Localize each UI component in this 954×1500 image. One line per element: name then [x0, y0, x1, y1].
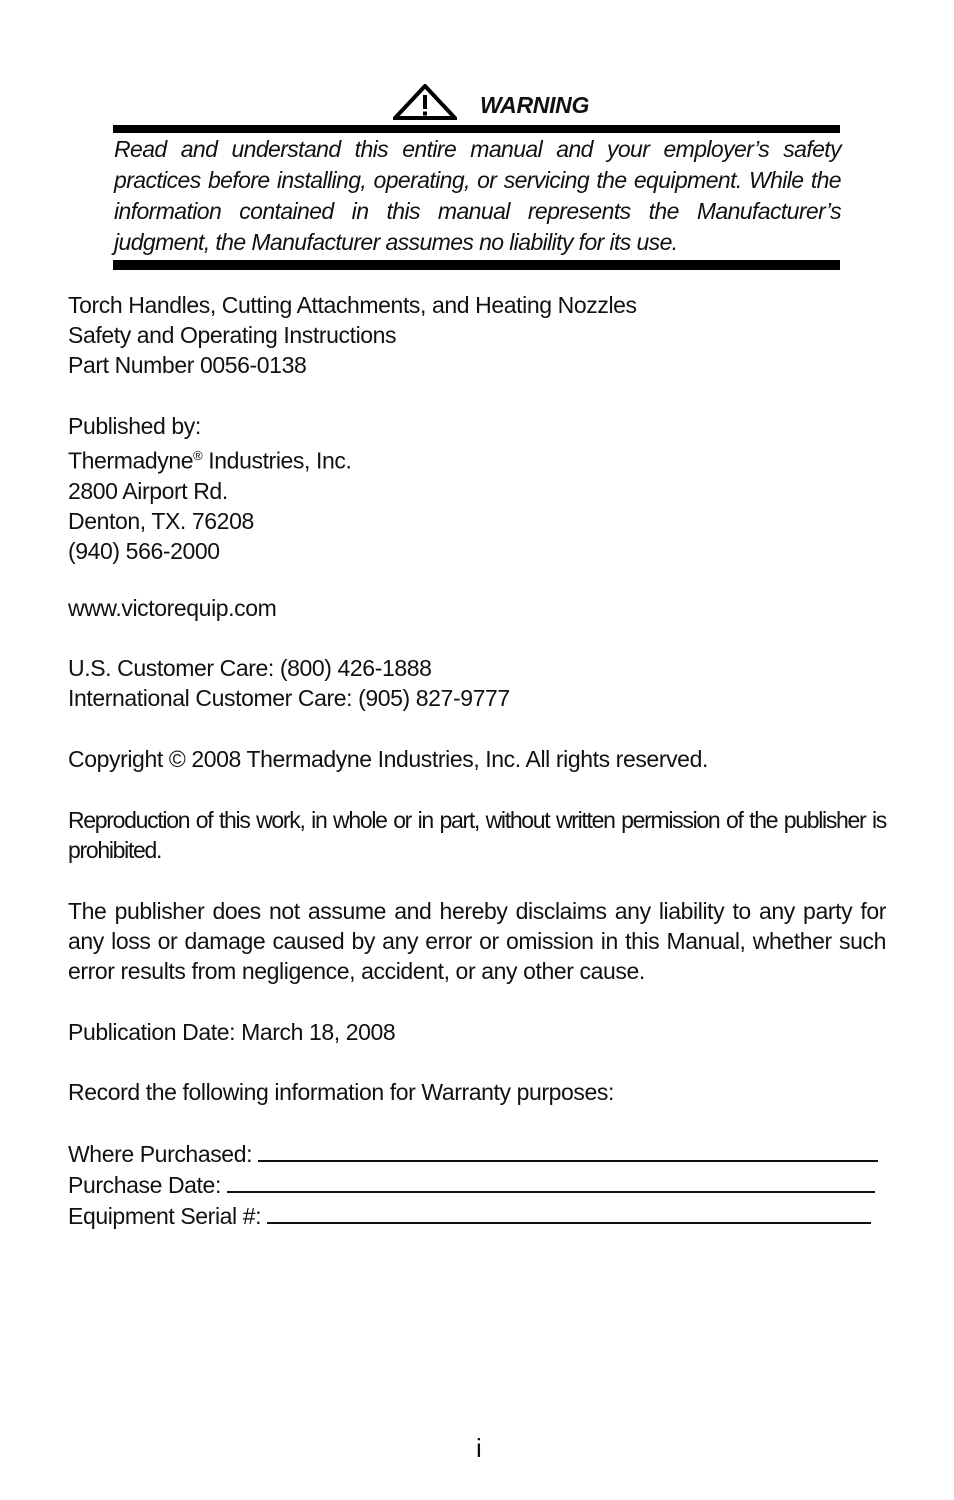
page-number: i	[476, 1433, 482, 1463]
warning-title: WARNING	[480, 92, 590, 118]
product-info	[68, 290, 637, 380]
publication-date: Publication Date: March 18, 2008	[68, 1019, 396, 1045]
purchase-date-label: Purchase Date:	[68, 1172, 221, 1198]
customer-care	[68, 653, 510, 713]
published-by-label: Published by:	[68, 413, 201, 439]
warning-bottom-rule	[113, 260, 840, 270]
warning-text: Read and understand this entire manual and your employer’s safety practices before installing, operating, or servicing the equipment. While the information contained in this manual represents the Manufacturer’s judgment, the Manufacturer assumes no liability for its use.	[114, 136, 841, 255]
disclaimer-notice: The publisher does not assume and hereby disclaims any liability to any party for any loss or damage caused by any error or omission in this Manual, whether such error results from negligence, accident, or any other cause.	[68, 898, 886, 984]
where-purchased-row	[68, 1138, 888, 1169]
purchase-date-field[interactable]	[227, 1169, 875, 1193]
warning-top-rule	[113, 125, 840, 133]
registered-mark: ®	[193, 448, 203, 463]
publisher-phone: (940) 566-2000	[68, 537, 220, 564]
serial-label: Equipment Serial #:	[68, 1203, 262, 1229]
copyright-notice: Copyright © 2008 Thermadyne Industries, Inc. All rights reserved.	[68, 746, 708, 772]
product-title: Torch Handles, Cutting Attachments, and Heating Nozzles	[68, 292, 637, 318]
international-customer-care: International Customer Care: (905) 827-9777	[68, 685, 510, 711]
warning-triangle-icon	[393, 84, 457, 120]
warranty-intro: Record the following information for Warranty purposes:	[68, 1079, 615, 1105]
publisher-info	[68, 411, 351, 566]
publisher-address-street: 2800 Airport Rd.	[68, 477, 228, 504]
publisher-company: Thermadyne® Industries, Inc.	[68, 447, 352, 474]
us-customer-care: U.S. Customer Care: (800) 426-1888	[68, 655, 432, 681]
part-number: Part Number 0056-0138	[68, 352, 307, 378]
warranty-form	[68, 1138, 888, 1231]
serial-field[interactable]	[267, 1200, 871, 1224]
website-link[interactable]: www.victorequip.com	[68, 595, 277, 621]
product-subtitle: Safety and Operating Instructions	[68, 322, 397, 348]
publisher-address-city: Denton, TX. 76208	[68, 507, 254, 534]
where-purchased-field[interactable]	[258, 1138, 878, 1162]
serial-row	[68, 1200, 888, 1231]
purchase-date-row	[68, 1169, 888, 1200]
reproduction-notice: Reproduction of this work, in whole or in part, without written permission of the publisher is prohibited.	[68, 807, 886, 863]
warning-header	[0, 84, 954, 124]
where-purchased-label: Where Purchased:	[68, 1141, 253, 1167]
